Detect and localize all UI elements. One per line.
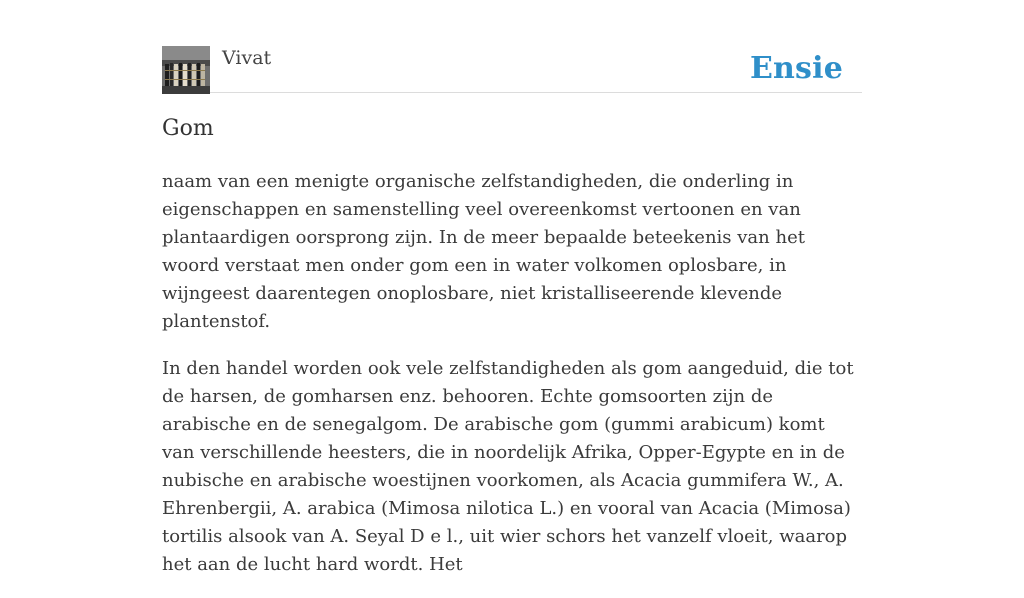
- header: [162, 46, 862, 93]
- article-paragraph: naam van een menigte organische zelfstandigheden, die onderling in eigenschappen en samenstelling veel overeenkomst vertoonen en van plantaardigen oorsprong zijn. In de meer bepaalde beteekenis van het woord verstaat men onder gom een in water volkomen oplosbare, in wijngeest daarentegen onoplosbare, niet kristalliseerende klevende plantenstof.: [162, 171, 805, 332]
- avatar[interactable]: [162, 46, 210, 94]
- book-spines-icon: [162, 46, 210, 94]
- source-name[interactable]: Vivat: [222, 47, 272, 69]
- article-body: [162, 168, 862, 598]
- page-title: Gom: [162, 116, 214, 141]
- article-paragraph: In den handel worden ook vele zelfstandigheden als gom aangeduid, die tot de harsen, de gomharsen enz. behooren. Echte gomsoorten zijn de arabische en de senegalgom. De arabische gom (gummi arabicum) komt van verschillende heesters, die in noordelijk Afrika, Opper-Egypte en in de nubische en arabische woestijnen voorkomen, als Acacia gummifera W., A. Ehrenbergii, A. arabica (Mimosa nilotica L.) en vooral van Acacia (Mimosa) tortilis alsook van A. Seyal D e l., uit wier schors het vanzelf vloeit, waarop het aan de lucht hard wordt. Het: [162, 358, 854, 575]
- brand-logo[interactable]: Ensie: [749, 51, 843, 86]
